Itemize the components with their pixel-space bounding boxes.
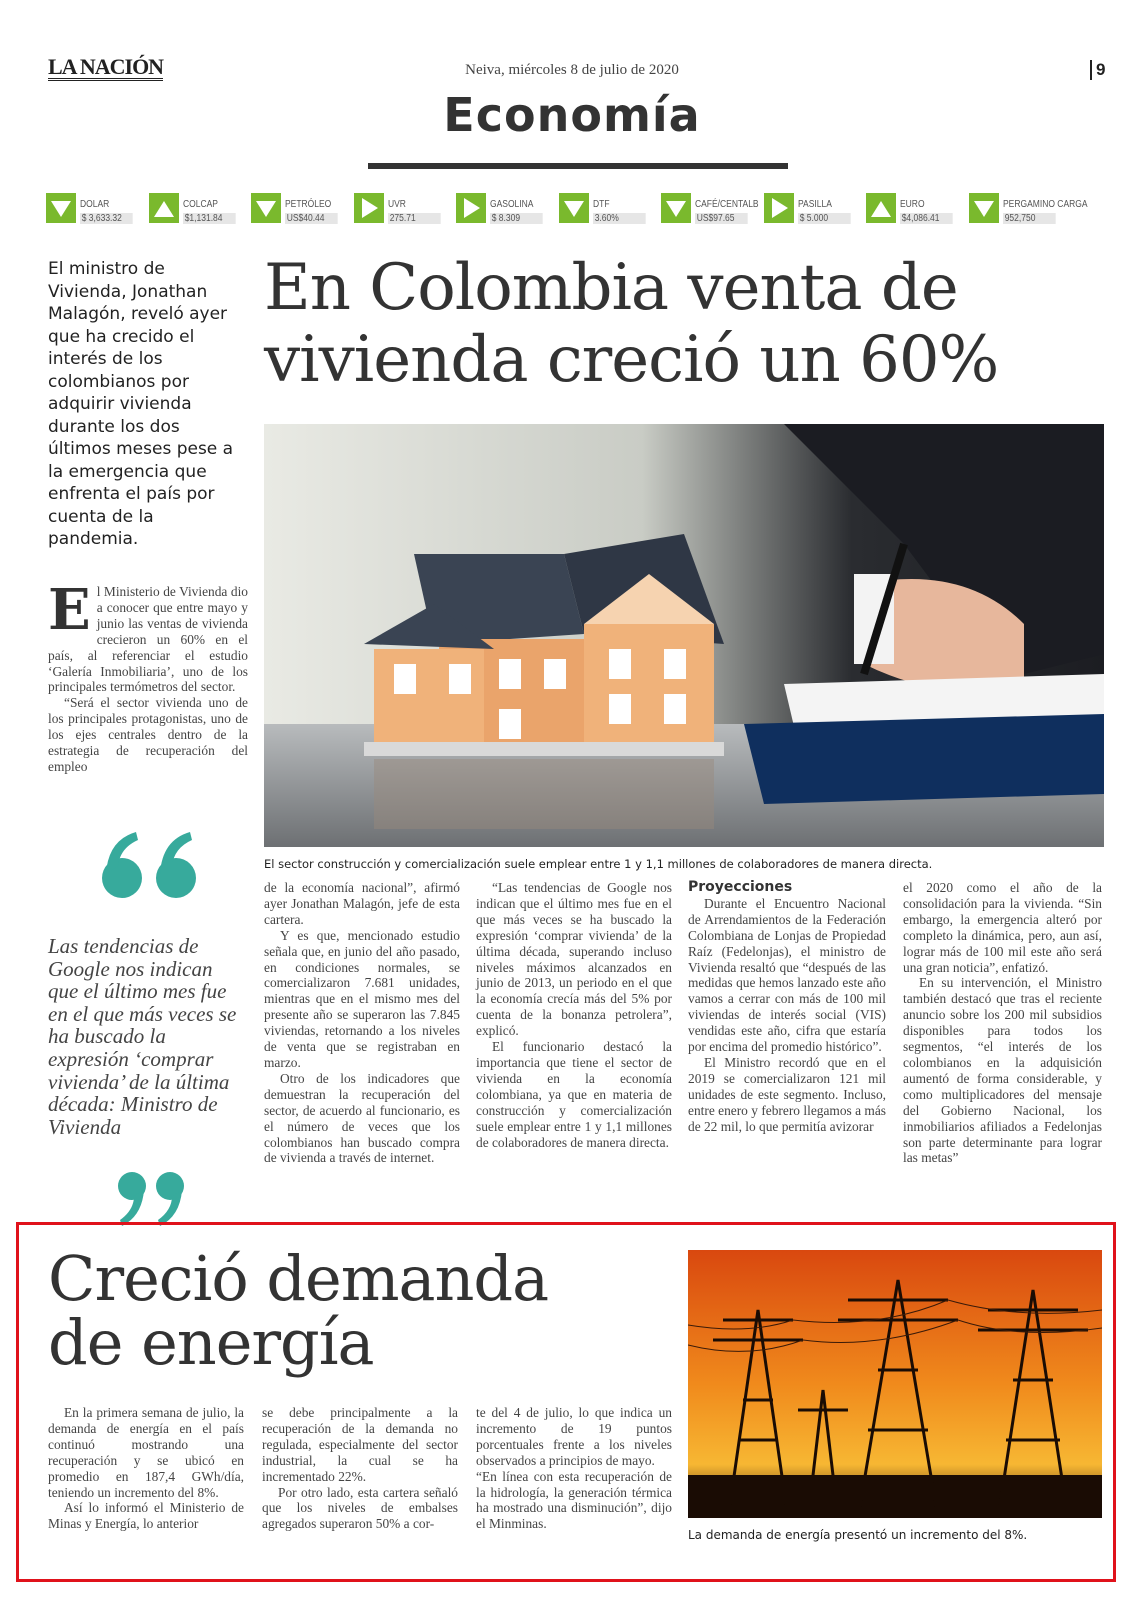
ticker-value: $ 5.000 bbox=[798, 213, 851, 224]
newspaper-logo: LA NACIÓN bbox=[48, 54, 164, 79]
section-rule bbox=[368, 163, 788, 169]
body-paragraph: Durante el Encuentro Nacional de Arrendamientos de la Federación Colombiana de Lonjas de Propiedad Raíz (Fedelonjas), el ministro de Vivienda resaltó que “después de las medidas que hemos lanzado este año vamos a cerrar con más de 100 mil viviendas de interés social (VIS) vendidas este año, cifra que estaría por encima del promedio histórico”. bbox=[688, 895, 886, 1055]
ticker-item bbox=[354, 193, 454, 227]
energy-headline bbox=[48, 1242, 648, 1379]
photo-caption: El sector construcción y comercialización suele emplear entre 1 y 1,1 millones de colaboradores de manera directa. bbox=[264, 857, 933, 871]
ticker-value: $1,131.84 bbox=[183, 213, 236, 224]
open-quote-icon bbox=[92, 830, 212, 900]
body-column-4 bbox=[903, 880, 1102, 1166]
headline-line-2: vivienda creció un 60% bbox=[264, 323, 999, 397]
ticker-name: GASOLINA bbox=[490, 199, 534, 210]
body-paragraph: se debe principalmente a la recuperación de la demanda no regulada, especialmente del sector industrial, la cual se ha incrementado 22%. bbox=[262, 1405, 458, 1484]
body-column-3 bbox=[688, 880, 886, 1135]
subhead: Proyecciones bbox=[688, 879, 793, 895]
ticker-item bbox=[46, 193, 146, 227]
ticker-name: CAFÉ/CENTALB bbox=[695, 199, 759, 210]
house-model-photo bbox=[264, 424, 1104, 847]
body-paragraph: Otro de los indicadores que demuestran la recuperación del sector, de acuerdo al funcionario, es el número de veces que los colombianos han buscado compra de vivienda a través de internet. bbox=[264, 1070, 460, 1166]
ticker-name: DOLAR bbox=[80, 199, 110, 210]
power-towers-photo bbox=[688, 1250, 1102, 1518]
energy-column-3 bbox=[476, 1405, 672, 1532]
body-paragraph: “En línea con esta recuperación de la hidrología, la generación térmica ha mostrado una disminución”, dijo el Minminas. bbox=[476, 1468, 672, 1532]
body-paragraph: Por otro lado, esta cartera señaló que los niveles de embalses agregados superaron 50% a cor- bbox=[262, 1484, 458, 1532]
issue-date: Neiva, miércoles 8 de julio de 2020 bbox=[465, 62, 679, 78]
body-paragraph: En la primera semana de julio, la demanda de energía en el país continuó mostrando una recuperación y se ubicó en promedio en 187,4 GWh/día, teniendo un incremento del 8%. bbox=[48, 1405, 244, 1500]
trend-down-icon bbox=[251, 193, 281, 223]
body-column-2 bbox=[476, 880, 672, 1150]
ticker-name: DTF bbox=[592, 199, 610, 210]
trend-right-icon bbox=[764, 193, 794, 223]
ticker-item bbox=[969, 193, 1088, 227]
body-paragraph: de la economía nacional”, afirmó ayer Jonathan Malagón, jefe de esta cartera. bbox=[264, 880, 460, 927]
ticker-value: 275.71 bbox=[388, 213, 441, 224]
article-lede: El ministro de Vivienda, Jonathan Malagón, reveló ayer que ha crecido el interés de los colombianos por adquirir vivienda durante los dos últimos meses pese a la emergencia que enfrenta el país por cuenta de la pandemia. bbox=[48, 259, 234, 549]
ticker-value: US$40.44 bbox=[285, 213, 338, 224]
ticker-name: PERGAMINO CARGA bbox=[1002, 199, 1088, 210]
headline-line-2: de energía bbox=[48, 1306, 374, 1379]
trend-down-icon bbox=[969, 193, 999, 223]
body-column-left bbox=[48, 577, 248, 775]
page-number: 9 bbox=[1090, 60, 1105, 80]
energy-photo-caption: La demanda de energía presentó un incremento del 8%. bbox=[688, 1528, 1028, 1542]
body-paragraph: “Las tendencias de Google nos indican que el último mes fue en el que más veces se ha buscado la expresión ‘comprar vivienda’ de la última década, superando incluso niveles máximos alcanzados en junio de 2013, un periodo en el que la economía crecía más del 5% por cuenta de la bonanza petrolera”, explicó. bbox=[476, 880, 672, 1039]
ticker-item bbox=[866, 193, 966, 227]
body-paragraph: te del 4 de julio, lo que indica un incremento de 19 puntos porcentuales frente a los niveles observados a principios de mayo. bbox=[476, 1405, 672, 1468]
trend-down-icon bbox=[661, 193, 691, 223]
ticker-item bbox=[559, 193, 659, 227]
ticker-name: UVR bbox=[387, 199, 406, 210]
trend-down-icon bbox=[46, 193, 76, 223]
body-paragraph: l Ministerio de Vivienda dio a conocer que entre mayo y junio las ventas de vivienda crecieron un 60% en el país, al referenciar el estudio ‘Galería Inmobiliaria’, uno de los principales termómetros del sector. bbox=[48, 584, 248, 695]
body-paragraph: El funcionario destacó la importancia que tiene el sector de vivienda en la economía colombiana, ya que en materia de construcción y comercialización suele emplear entre 1 y 1,1 millones de colaboradores de manera directa. bbox=[476, 1039, 672, 1150]
ticker-value: $ 3,633.32 bbox=[80, 213, 133, 224]
ticker-item bbox=[456, 193, 556, 227]
body-paragraph: Y es que, mencionado estudio señala que, en junio del año pasado, en condiciones normales, se comercializaron 7.681 unidades, mientras que en el mismo mes del presente año se superaron las 7.845 viviendas, retornando a los niveles de venta que se registraban en marzo. bbox=[264, 927, 460, 1070]
trend-right-icon bbox=[456, 193, 486, 223]
ticker-name: EURO bbox=[900, 199, 925, 210]
market-ticker bbox=[46, 193, 1110, 229]
ticker-value: 952,750 bbox=[1003, 213, 1056, 224]
ticker-value: $4,086.41 bbox=[900, 213, 953, 224]
trend-up-icon bbox=[866, 193, 896, 223]
ticker-item bbox=[661, 193, 761, 227]
ticker-item bbox=[251, 193, 351, 227]
pull-quote: Las tendencias de Google nos indican que el último mes fue en el que más veces se ha buscado la expresión ‘comprar vivienda’ de la última década: Ministro de Vivienda bbox=[48, 934, 237, 1139]
body-paragraph: el 2020 como el año de la consolidación para la vivienda. “Sin embargo, la emergencia alteró por completo la dinámica, pero, aun así, lograr más de 100 mil este año será una gran noticia”, enfatizó. bbox=[903, 880, 1102, 975]
section-title: Economía bbox=[443, 88, 701, 142]
headline-line-1: En Colombia venta de bbox=[264, 251, 958, 325]
trend-down-icon bbox=[559, 193, 589, 223]
trend-up-icon bbox=[149, 193, 179, 223]
ticker-name: COLCAP bbox=[182, 199, 218, 210]
energy-column-1 bbox=[48, 1405, 244, 1532]
energy-column-2 bbox=[262, 1405, 458, 1532]
ticker-value: US$97.65 bbox=[695, 213, 748, 224]
ticker-item bbox=[149, 193, 249, 227]
body-paragraph: En su intervención, el Ministro también destacó que tras el reciente anuncio sobre los 200 mil subsidios disponibles para todos los segmentos, “el interés de los colombianos en la adquisición aumentó de forma considerable, y como multiplicadores del mensaje del Gobierno Nacional, los inmobiliarios afiliados a Fedelonjas son parte determinante para lograr las metas” bbox=[903, 975, 1102, 1166]
ticker-value: 3.60% bbox=[593, 213, 646, 224]
drop-cap: E bbox=[48, 577, 91, 643]
ticker-item bbox=[764, 193, 864, 227]
ticker-name: PASILLA bbox=[797, 199, 832, 210]
ticker-value: $ 8.309 bbox=[490, 213, 543, 224]
article-headline bbox=[264, 252, 1124, 396]
body-paragraph: Así lo informó el Ministerio de Minas y Energía, lo anterior bbox=[48, 1500, 244, 1532]
ticker-name: PETRÓLEO bbox=[285, 199, 332, 210]
body-paragraph: El Ministro recordó que en el 2019 se comercializaron 121 mil unidades de este segmento. Incluso, entre enero y febrero llegamos a más de 22 mil, lo que permitía avizorar bbox=[688, 1054, 886, 1134]
headline-line-1: Creció demanda bbox=[48, 1242, 549, 1315]
body-paragraph: “Será el sector vivienda uno de los principales protagonistas, uno de los ejes centrales dentro de la estrategia de recuperación del empleo bbox=[48, 695, 248, 774]
trend-right-icon bbox=[354, 193, 384, 223]
body-column-1 bbox=[264, 880, 460, 1166]
close-quote-icon bbox=[112, 1170, 192, 1230]
